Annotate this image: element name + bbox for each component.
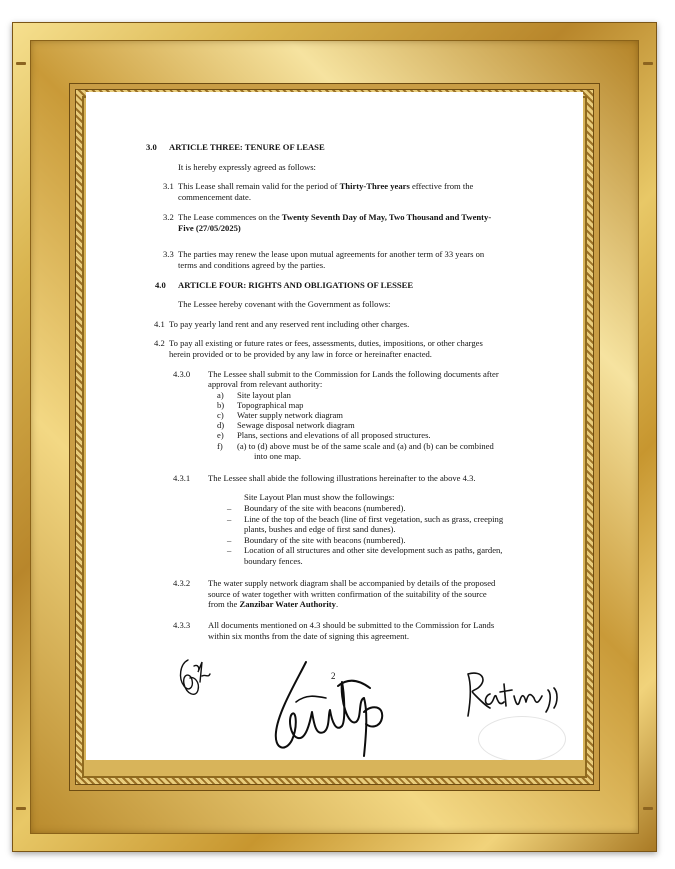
article-4-intro: The Lessee hereby covenant with the Government as follows: [178,299,391,309]
clause-3-3-line-2: terms and conditions agreed by the parties. [178,260,326,270]
page-number: 2 [331,671,336,681]
clause-4-3-2-text: from the [208,599,240,609]
clause-3-3-line-1: The parties may renew the lease upon mutual agreements for another term of 33 years on [178,249,485,259]
doc-list-item: Sewage disposal network diagram [237,420,355,430]
clause-4-3-0-line-2: approval from relevant authority: [208,379,323,389]
site-plan-item-line-2: boundary fences. [244,556,303,566]
doc-list-item: Site layout plan [237,390,291,400]
clause-4-3-2-line-3 [208,599,338,609]
site-plan-item: Location of all structures and other site development such as paths, garden, [244,545,503,555]
dash-bullet: – [227,514,232,524]
doc-list-letter: f) [217,441,223,451]
doc-list-letter: b) [217,400,225,410]
clause-4-3-2-line-2: source of water together with written confirmation of the suitability of the source [208,589,487,599]
clause-4-3-0-line-1: The Lessee shall submit to the Commission for Lands the following documents after [208,369,499,379]
clause-3-2-line-1 [178,212,491,222]
clause-3-2-date-words: Twenty Seventh Day of May, Two Thousand and Twenty- [281,212,492,222]
clause-3-2-line-2: Five (27/05/2025) [178,223,241,233]
frame-notch [16,62,26,65]
clause-4-3-2-number: 4.3.2 [173,578,191,588]
doc-list-item: Topographical map [237,400,304,410]
doc-list-letter: d) [217,420,225,430]
clause-4-1-text: To pay yearly land rent and any reserved rent including other charges. [169,319,410,329]
clause-4-3-3-line-2: within six months from the date of signing this agreement. [208,631,409,641]
doc-list-letter: a) [217,390,224,400]
clause-3-2-text-a: The Lease commences on the [178,212,282,222]
witness-signature [458,666,568,728]
clause-4-2-number: 4.2 [154,338,165,348]
clause-4-3-2-period: . [335,599,339,609]
article-4-number: 4.0 [155,280,166,290]
article-3-intro: It is hereby expressly agreed as follows: [178,162,316,172]
authority-name: Zanzibar Water Authority [239,599,336,609]
frame-notch [643,62,653,65]
doc-list-item: Plans, sections and elevations of all proposed structures. [237,430,431,440]
article-3-heading: ARTICLE THREE: TENURE OF LEASE [169,142,325,152]
main-signature [266,652,406,760]
clause-4-1-number: 4.1 [154,319,165,329]
frame-notch [16,807,26,810]
site-plan-item: Boundary of the site with beacons (numbered). [244,503,406,513]
doc-list-letter: e) [217,430,224,440]
clause-4-3-1-text: The Lessee shall abide the following illustrations hereinafter to the above 4.3. [208,473,476,483]
lease-document-page [86,92,583,760]
clause-4-3-3-number: 4.3.3 [173,620,191,630]
initials-signature [174,654,214,706]
doc-list-letter: c) [217,410,224,420]
clause-3-1-line-1 [178,181,548,191]
site-plan-item: Boundary of the site with beacons (numbered). [244,535,406,545]
site-plan-intro: Site Layout Plan must show the followings: [244,492,395,502]
doc-list-item-f-line-2: into one map. [254,451,302,461]
clause-3-2-number: 3.2 [163,212,174,222]
doc-list-item: Water supply network diagram [237,410,343,420]
clause-4-2-line-2: herein provided or to be provided by any law in force or hereinafter enacted. [169,349,432,359]
site-plan-item: Line of the top of the beach (line of first vegetation, such as grass, creeping [244,514,504,524]
clause-4-3-2-line-1: The water supply network diagram shall be accompanied by details of the proposed [208,578,496,588]
clause-3-1-number: 3.1 [163,181,174,191]
clause-3-1-text-c: effective from the [409,181,474,191]
clause-4-2-line-1: To pay all existing or future rates or fees, assessments, duties, impositions, or other charges [169,338,483,348]
doc-list-item: (a) to (d) above must be of the same scale and (a) and (b) can be combined [237,441,494,451]
article-4-heading: ARTICLE FOUR: RIGHTS AND OBLIGATIONS OF LESSEE [178,280,414,290]
clause-4-3-1-number: 4.3.1 [173,473,191,483]
article-3-number: 3.0 [146,142,157,152]
clause-4-3-0-number: 4.3.0 [173,369,191,379]
dash-bullet: – [227,503,232,513]
site-plan-item-line-2: plants, bushes and edge of first sand dunes). [244,524,396,534]
clause-3-3-number: 3.3 [163,249,174,259]
dash-bullet: – [227,535,232,545]
clause-3-1-term: Thirty-Three years [339,181,410,191]
clause-3-1-line-2: commencement date. [178,192,252,202]
dash-bullet: – [227,545,232,555]
frame-notch [643,807,653,810]
clause-3-1-text-a: This Lease shall remain valid for the period of [178,181,340,191]
clause-4-3-3-line-1: All documents mentioned on 4.3 should be submitted to the Commission for Lands [208,620,495,630]
